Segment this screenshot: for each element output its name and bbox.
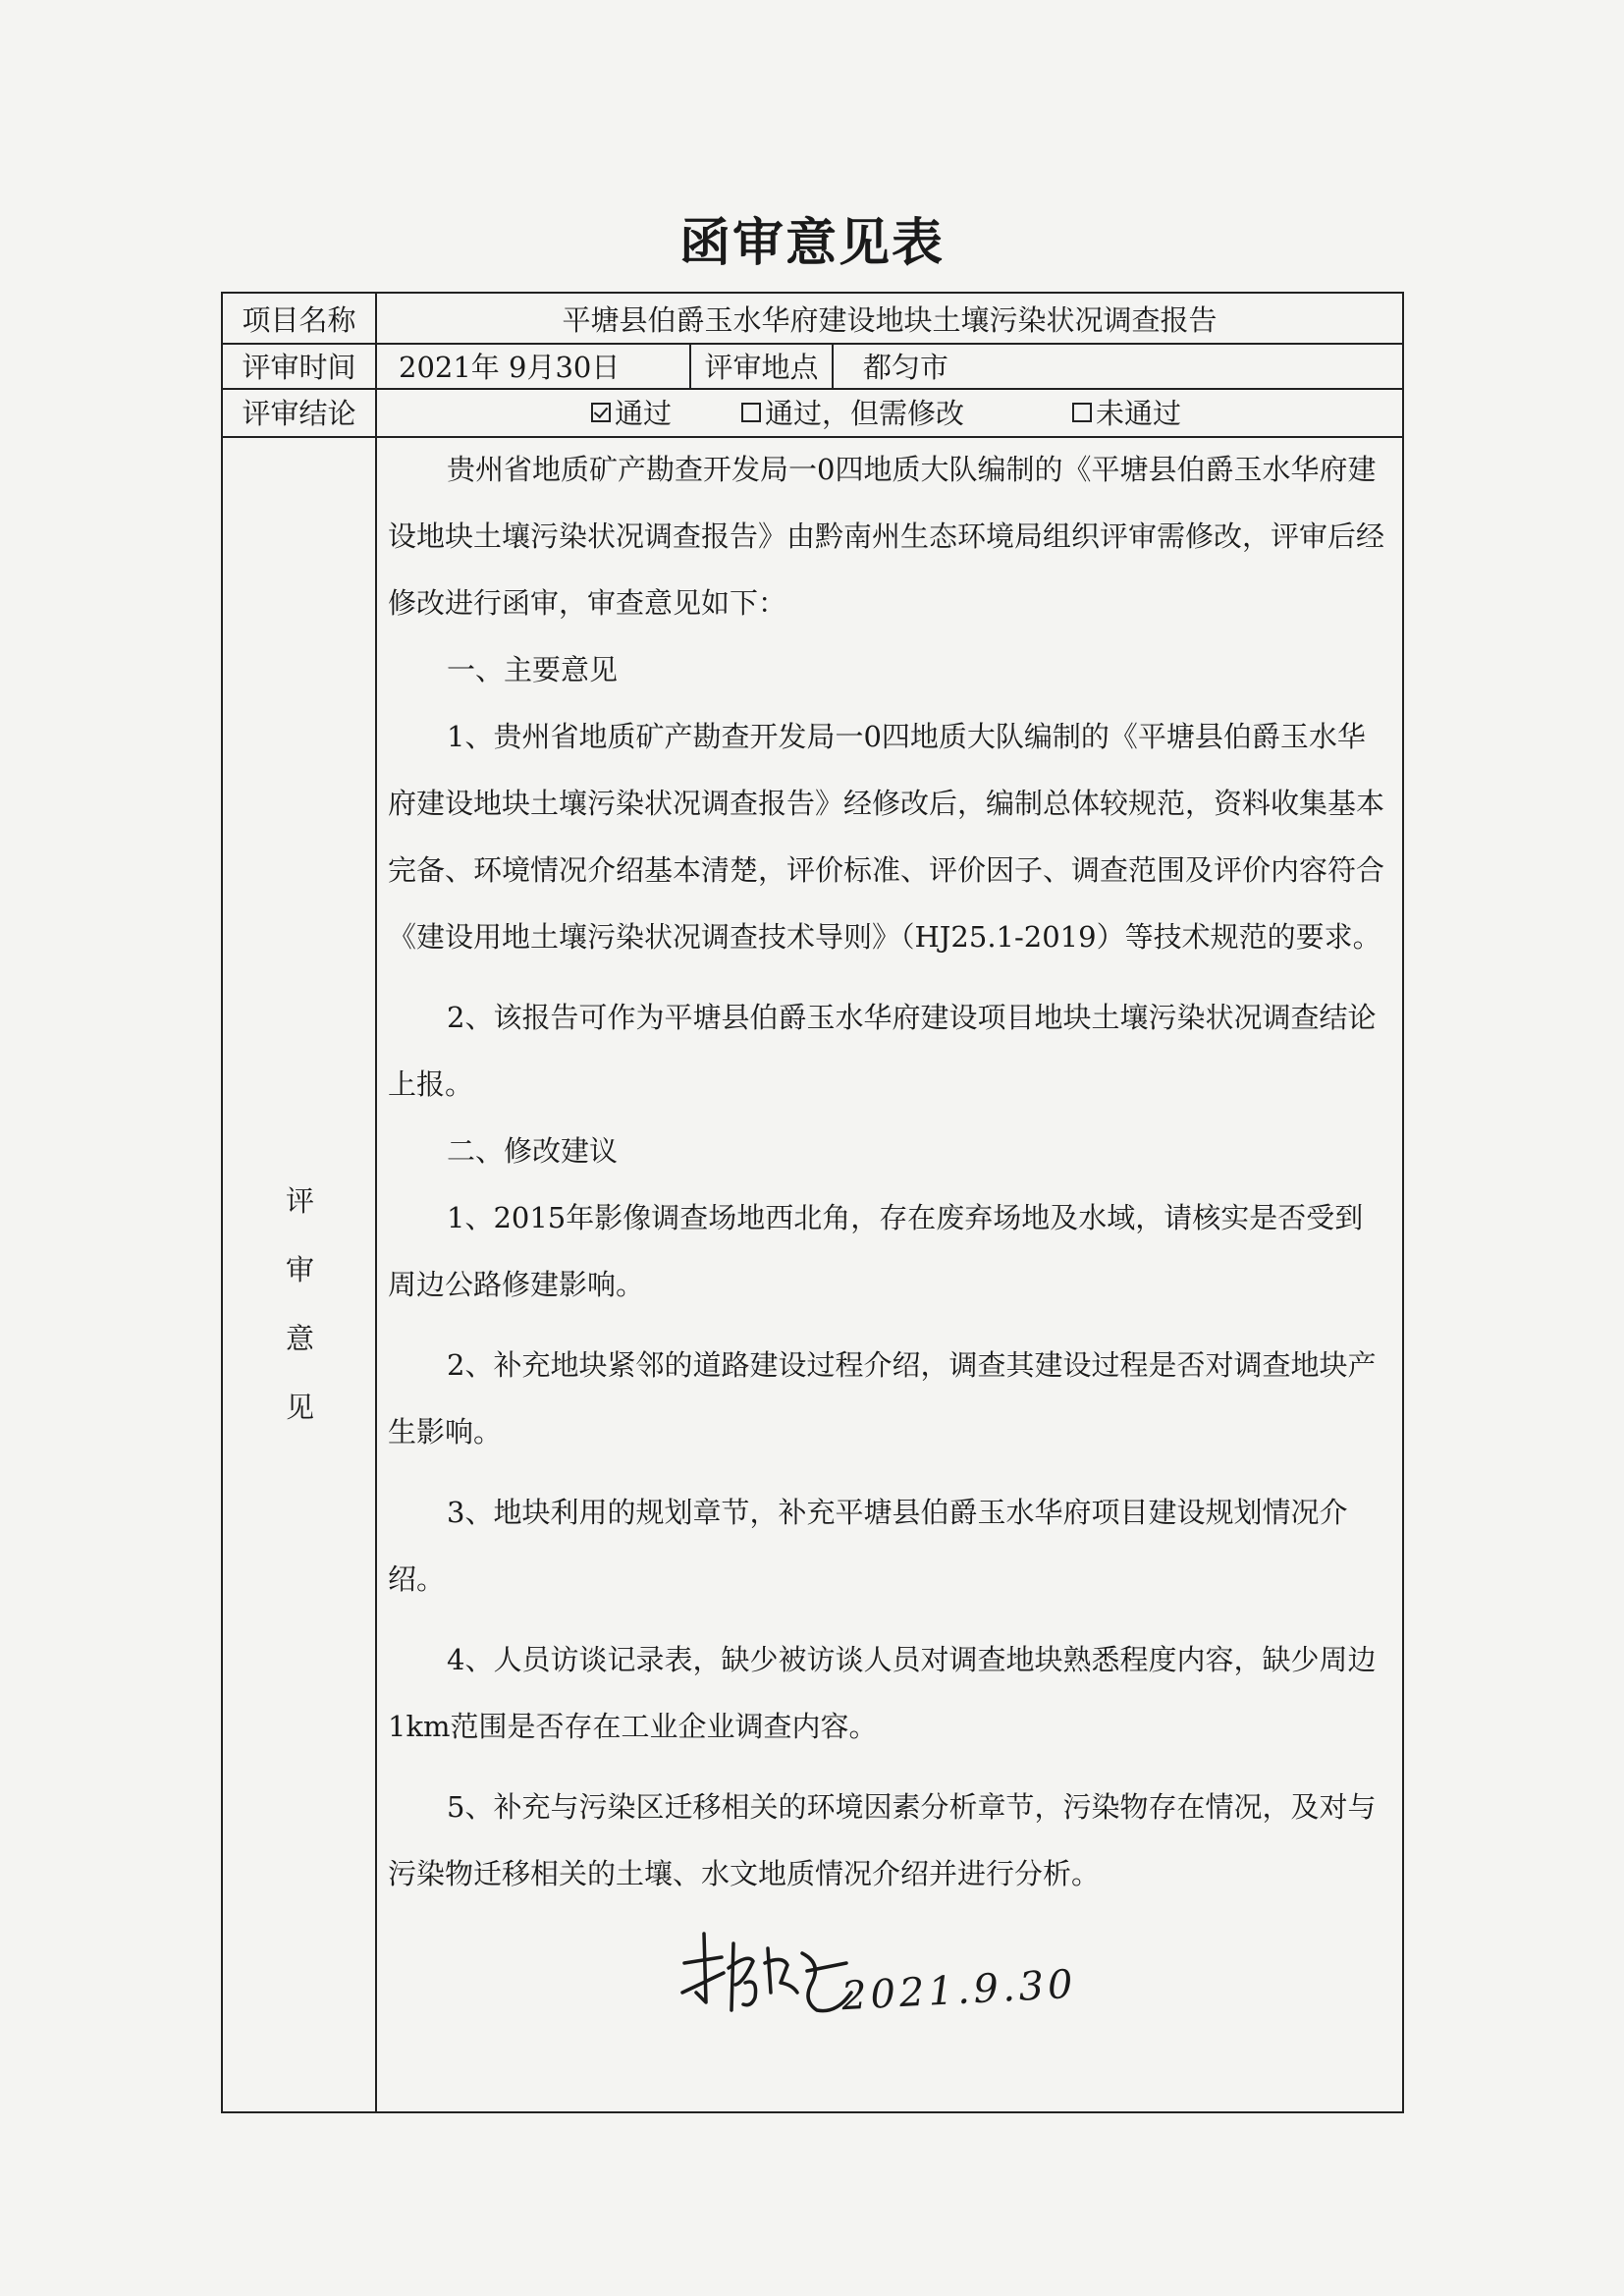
project-name: 平塘县伯爵玉水华府建设地块土壤污染状况调查报告	[562, 302, 1218, 337]
opinion-label-char: 评	[285, 1184, 314, 1218]
time-location-row	[223, 343, 1402, 390]
review-date: 2021年 9月30日	[377, 343, 691, 388]
opinion-item: 1、贵州省地质矿产勘查开发局一0四地质大队编制的《平塘县伯爵玉水华府建设地块土壤污染状况调查报告》经修改后，编制总体较规范，资料收集基本完备、环境情况介绍基本清楚，评价标准、评价因子、调查范围及评价内容符合《建设用地土壤污染状况调查技术导则》（HJ25.1-2019）等技术规范的要求。	[388, 720, 1385, 954]
handwritten-signature	[675, 1924, 861, 2026]
review-form	[221, 292, 1404, 2113]
option-pass-with-revision-label: 通过，但需修改	[765, 397, 965, 430]
opinion-label-char: 见	[285, 1391, 314, 1424]
option-pass-label: 通过	[615, 397, 673, 430]
conclusion-row	[223, 388, 1402, 438]
option-pass-with-revision[interactable]	[741, 388, 964, 436]
suggestion-item: 3、地块利用的规划章节，补充平塘县伯爵玉水华府项目建设规划情况介绍。	[388, 1496, 1348, 1596]
time-label: 评审时间	[223, 343, 377, 388]
checked-box-icon[interactable]	[591, 403, 611, 422]
signature-date: 2021.9.30	[839, 1961, 1078, 2020]
suggestion-item: 1、2015年影像调查场地西北角，存在废弃场地及水域，请核实是否受到周边公路修建影响。	[388, 1201, 1364, 1301]
opinion-body	[388, 436, 1390, 1907]
signature-scribble	[675, 1924, 861, 2022]
project-row	[223, 294, 1402, 345]
intro-paragraph: 贵州省地质矿产勘查开发局一0四地质大队编制的《平塘县伯爵玉水华府建设地块土壤污染状况调查报告》由黔南州生态环境局组织评审需修改，评审后经修改进行函审，审查意见如下：	[388, 453, 1385, 620]
option-fail-label: 未通过	[1096, 397, 1182, 430]
suggestion-item: 4、人员访谈记录表，缺少被访谈人员对调查地块熟悉程度内容，缺少周边1km范围是否存在工业企业调查内容。	[388, 1643, 1377, 1743]
opinion-label-cell	[223, 436, 377, 2111]
page-title: 函审意见表	[678, 214, 945, 273]
suggestion-item: 5、补充与污染区迁移相关的环境因素分析章节，污染物存在情况，及对与污染物迁移相关的土壤、水文地质情况介绍并进行分析。	[388, 1790, 1377, 1890]
section-heading: 一、主要意见	[447, 653, 619, 686]
project-label: 项目名称	[223, 294, 377, 343]
opinion-label-char: 意	[285, 1322, 314, 1355]
opinion-label-char: 审	[285, 1253, 314, 1286]
opinion-item: 2、该报告可作为平塘县伯爵玉水华府建设项目地块土壤污染状况调查结论上报。	[388, 1001, 1377, 1101]
section-heading: 二、修改建议	[447, 1134, 619, 1168]
option-pass[interactable]	[591, 388, 672, 436]
checkbox-icon[interactable]	[1072, 403, 1092, 422]
location-label: 评审地点	[691, 343, 834, 388]
conclusion-label: 评审结论	[223, 388, 377, 436]
option-fail[interactable]	[1072, 388, 1181, 436]
suggestion-item: 2、补充地块紧邻的道路建设过程介绍，调查其建设过程是否对调查地块产生影响。	[388, 1348, 1377, 1449]
review-location: 都匀市	[863, 350, 949, 384]
checkbox-icon[interactable]	[741, 403, 761, 422]
